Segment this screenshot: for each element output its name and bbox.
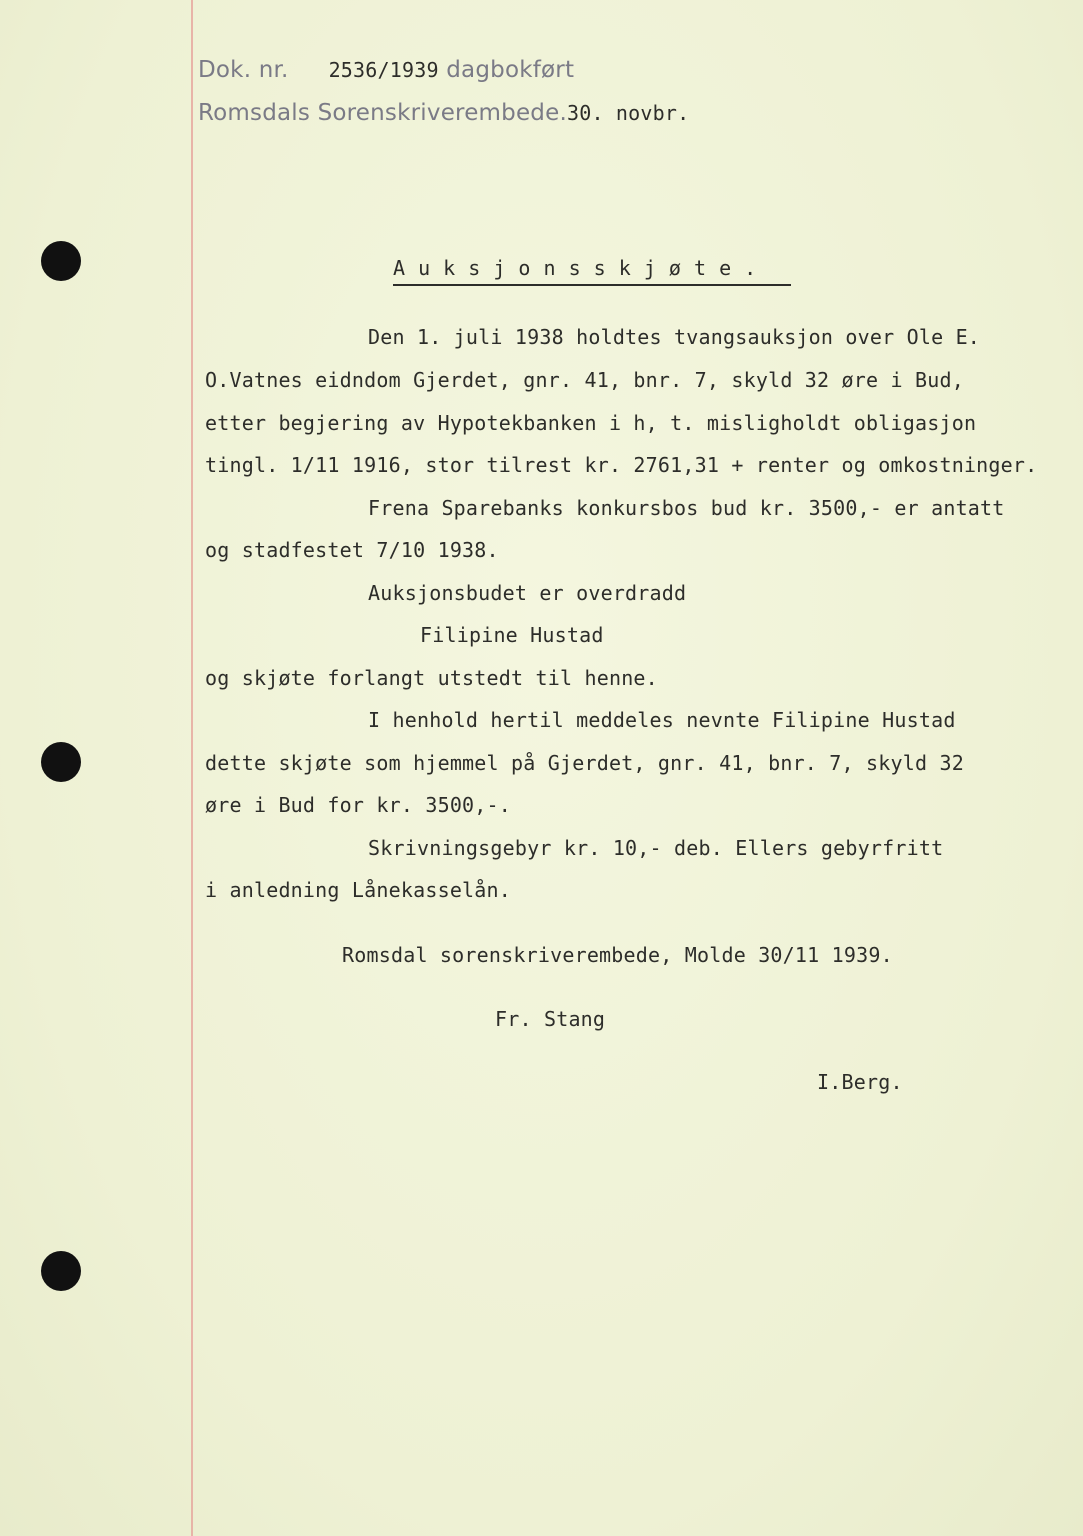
body-line: tingl. 1/11 1916, stor tilrest kr. 2761,31 + renter og omkostninger. — [205, 453, 1038, 477]
margin-rule — [191, 0, 193, 1536]
punch-hole — [41, 241, 81, 281]
punch-hole — [41, 742, 81, 782]
registry-stamp-line-1 — [198, 57, 574, 83]
doc-number: 2536/1939 — [328, 58, 439, 82]
body-line: dette skjøte som hjemmel på Gjerdet, gnr. 41, bnr. 7, skyld 32 — [205, 751, 964, 775]
stamp-date: 30. novbr. — [566, 101, 690, 125]
body-line: og skjøte forlangt utstedt til henne. — [205, 666, 658, 690]
registry-stamp-line-2 — [198, 100, 689, 126]
body-line: Skrivningsgebyr kr. 10,- deb. Ellers gebyrfritt — [368, 836, 944, 860]
body-line: øre i Bud for kr. 3500,-. — [205, 793, 512, 817]
body-line: og stadfestet 7/10 1938. — [205, 538, 499, 562]
stamp-dok-label: Dok. nr. — [198, 57, 289, 83]
punch-hole — [41, 1251, 81, 1291]
body-line: etter begjering av Hypotekbanken i h, t. misligholdt obligasjon — [205, 411, 977, 435]
place-date-line: Romsdal sorenskriverembede, Molde 30/11 1939. — [342, 943, 893, 967]
signature-berg: I.Berg. — [817, 1070, 903, 1094]
signature-stang: Fr. Stang — [495, 1007, 606, 1031]
body-line: Frena Sparebanks konkursbos bud kr. 3500,- er antatt — [368, 496, 1005, 520]
body-line: Auksjonsbudet er overdradd — [368, 581, 687, 605]
body-line: i anledning Lånekasselån. — [205, 878, 512, 902]
stamp-dagbokfort: dagbokført — [446, 57, 575, 83]
body-line: Den 1. juli 1938 holdtes tvangsauksjon over Ole E. — [368, 325, 981, 349]
stamp-office: Romsdals Sorenskriverembede. — [198, 100, 567, 126]
buyer-name: Filipine Hustad — [420, 623, 604, 647]
document-title: A u k s j o n s s k j ø t e . — [393, 256, 791, 286]
body-line: I henhold hertil meddeles nevnte Filipine Hustad — [368, 708, 956, 732]
body-line: O.Vatnes eidndom Gjerdet, gnr. 41, bnr. 7, skyld 32 øre i Bud, — [205, 368, 964, 392]
